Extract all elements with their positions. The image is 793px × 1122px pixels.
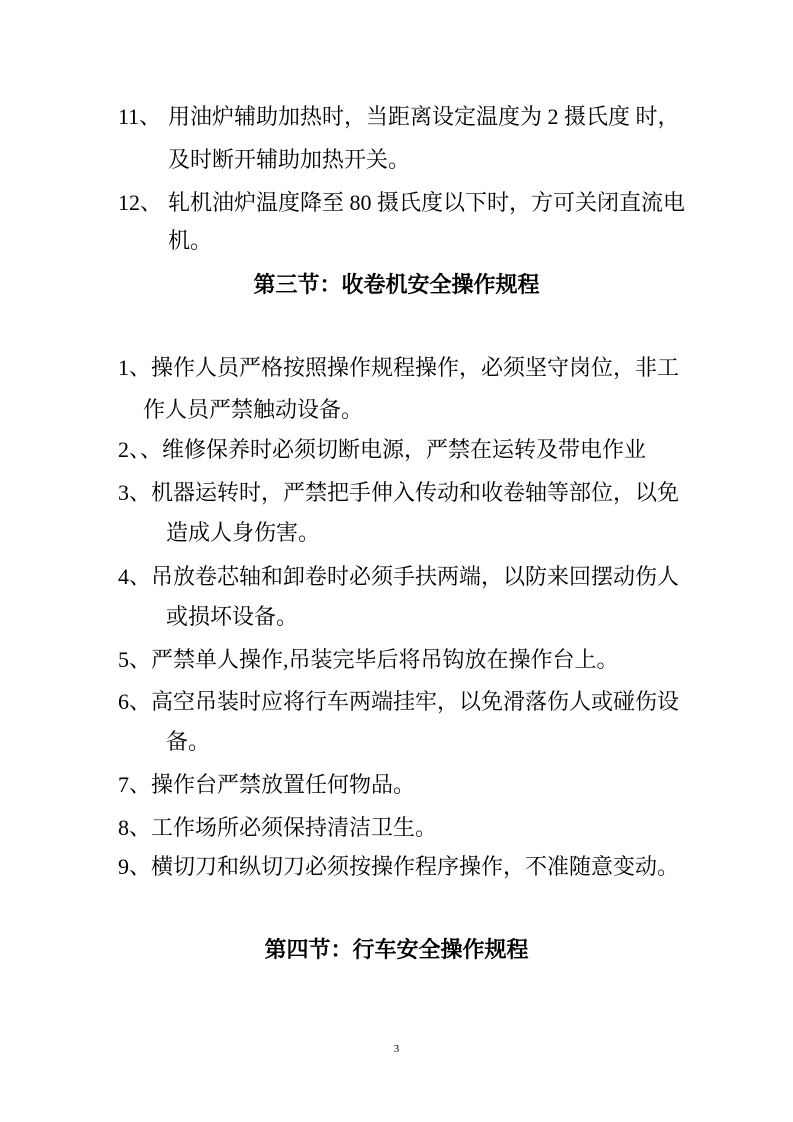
item-text: 轧机油炉温度降至 80 摄氏度以下时，方可关闭直流电 (168, 190, 686, 215)
list-item: 7、操作台严禁放置任何物品。 (118, 772, 416, 797)
list-item: 2、、维修保养时必须切断电源，严禁在运转及带电作业 (118, 437, 647, 462)
item-number: 12、 (118, 190, 163, 215)
list-item-continuation: 备。 (166, 729, 211, 754)
list-item-continuation: 造成人身伤害。 (166, 520, 321, 545)
section-heading: 第四节：行车安全操作规程 (264, 937, 529, 962)
list-item: 3、机器运转时，严禁把手伸入传动和收卷轴等部位，以免 (118, 480, 680, 505)
item-number: 11、 (118, 104, 162, 129)
list-item: 6、高空吊装时应将行车两端挂牢，以免滑落伤人或碰伤设 (118, 689, 680, 714)
list-item: 4、吊放卷芯轴和卸卷时必须手扶两端，以防来回摆动伤人 (118, 564, 680, 589)
list-item: 9、横切刀和纵切刀必须按操作程序操作，不准随意变动。 (118, 854, 680, 879)
page-number: 3 (393, 1043, 400, 1055)
list-item-continuation: 或损坏设备。 (166, 604, 299, 629)
section-heading: 第三节：收卷机安全操作规程 (253, 272, 540, 297)
list-item: 1、操作人员严格按照操作规程操作，必须坚守岗位，非工 (118, 355, 680, 380)
item-text: 及时断开辅助加热开关。 (168, 147, 411, 172)
list-item: 5、严禁单人操作,吊装完毕后将吊钩放在操作台上。 (118, 647, 619, 672)
item-text: 机。 (168, 228, 213, 253)
list-item-continuation: 作人员严禁触动设备。 (143, 397, 364, 422)
item-text: 用油炉辅助加热时，当距离设定温度为 2 摄氏度 时， (168, 104, 680, 129)
list-item: 8、工作场所必须保持清洁卫生。 (118, 815, 438, 840)
